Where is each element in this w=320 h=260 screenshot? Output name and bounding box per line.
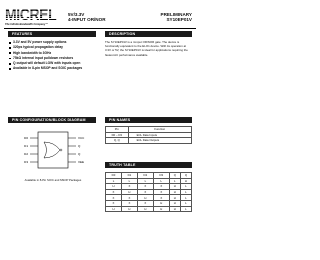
part-number: SY10EP01V [166,17,192,23]
title-line-2: 4-INPUT OR/NOR [68,17,106,23]
pin-label-right: Q [78,144,81,148]
preliminary-label: PRELIMINARY [160,12,192,17]
table-cell: H [169,195,180,201]
truth-table [105,172,192,212]
package-outline [38,132,68,168]
table-cell: ECL Data Outputs [128,138,191,144]
table-row [106,138,192,144]
table-cell: L [180,206,191,212]
column-header: Function [128,127,191,133]
table-cell: L [153,178,169,184]
table-cell: X [137,189,153,195]
table-cell: X [153,189,169,195]
column-header: Q [169,173,180,179]
column-header: D3 [153,173,169,179]
table-cell: X [137,200,153,206]
table-cell: X [121,200,137,206]
table-cell: H [137,195,153,201]
table-cell: H [169,206,180,212]
description-text: The SY10EP01V is a 4-input OR/NOR gate. The device is functionally equivalent to the ELO1 device. With its operation at 3.3V or 5V, the SY10EP01V is ideal for applications requiring the fastest AC performance available. [105,40,188,57]
pin-leads [30,138,76,162]
or-gate-icon [44,142,60,158]
pin-label-left: D0 [24,136,28,140]
table-cell: H [169,184,180,190]
table-cell: L [137,178,153,184]
table-cell: L [180,189,191,195]
table-cell: L [121,178,137,184]
feature-item: Available in 8-pin MSOP and SOIC packages [8,66,98,71]
logo-tagline: The Infinite Bandwidth Company™ [5,23,48,26]
table-cell: D0 – D3 [106,132,129,138]
pin-label-left: D2 [24,152,28,156]
table-cell: L [180,200,191,206]
feature-item: Q output will default LOW with inputs open [8,61,98,66]
table-cell: Q, Q [106,138,129,144]
table-cell: H [106,184,122,190]
table-cell: L [180,184,191,190]
table-cell: X [106,200,122,206]
pin-names-table [105,126,192,144]
table-cell: X [153,184,169,190]
table-cell: X [121,184,137,190]
logo-wordmark: MICREL [5,4,57,24]
table-cell: X [106,195,122,201]
feature-item: 75kΩ internal input pulldown resistors [8,56,98,61]
pin-label-right: VEE [78,160,85,164]
table-cell: L [169,178,180,184]
features-list [8,40,98,72]
features-heading: FEATURES [8,31,96,37]
table-cell: X [121,195,137,201]
table-cell: L [106,178,122,184]
table-cell: H [169,189,180,195]
pin-label-right: Q [78,152,81,156]
pin-config-heading: PIN CONFIGURATION/BLOCK DIAGRAM [8,117,96,123]
table-cell: H [169,200,180,206]
table-cell: H [180,178,191,184]
truth-table-heading: TRUTH TABLE [105,162,192,168]
table-cell: H [106,206,122,212]
block-diagram [8,126,98,220]
part-info [161,12,192,22]
table-cell: ECL Data Inputs [128,132,191,138]
table-row [106,206,192,212]
table-cell: X [106,189,122,195]
column-header: D1 [121,173,137,179]
micrel-logo [5,6,57,26]
pin-label-right: VCC [78,136,85,140]
column-header: D0 [106,173,122,179]
feature-item: 3.3V and 5V power supply options [8,40,98,45]
table-cell: H [153,206,169,212]
table-cell: X [137,184,153,190]
table-cell: H [137,206,153,212]
pin-names-heading: PIN NAMES [105,117,192,123]
description-heading: DESCRIPTION [105,31,192,37]
table-cell: L [180,195,191,201]
pin-label-left: D1 [24,144,28,148]
feature-item: 320ps typical propagation delay [8,45,98,50]
table-cell: X [153,195,169,201]
package-note: Available in 8-Pin SOIC and MSOP Packages [24,178,82,182]
pin-label-left: D3 [24,160,28,164]
block-diagram-svg [8,126,98,220]
document-title [68,12,106,22]
column-header: D2 [137,173,153,179]
column-header: Pin [106,127,129,133]
header-rule [4,28,196,29]
table-cell: H [153,200,169,206]
title-line-1: 5V/3.3V [68,12,85,17]
table-cell: H [121,206,137,212]
table-cell: H [121,189,137,195]
column-header: Q [180,173,191,179]
feature-item: High bandwidth to 3GHz [8,51,98,56]
